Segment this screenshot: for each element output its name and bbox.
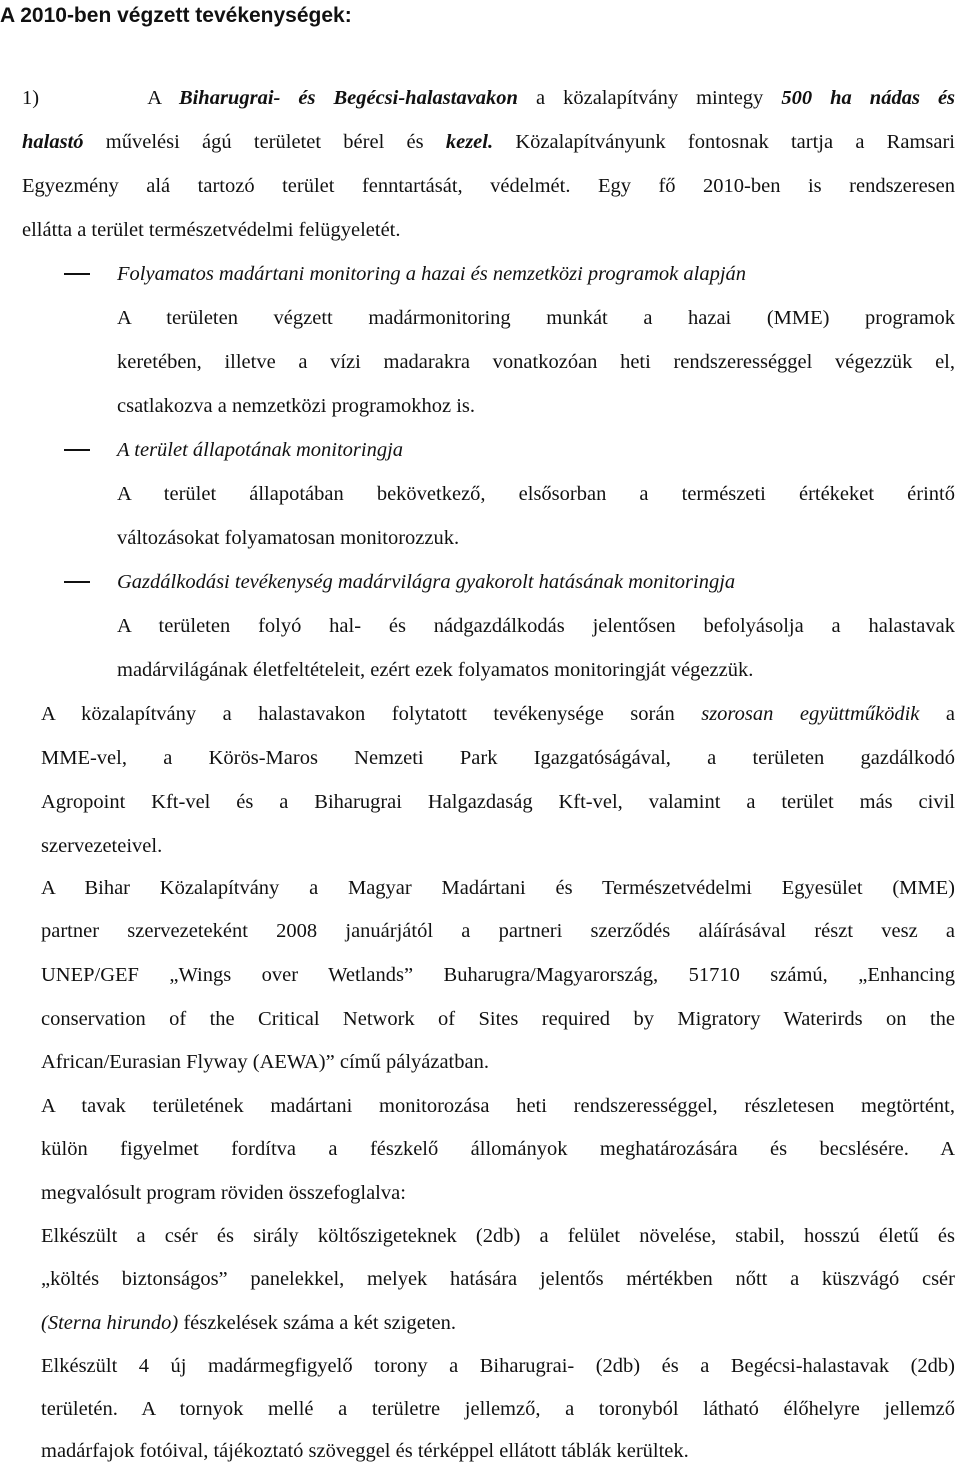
- para2-line1: A Bihar Közalapítvány a Magyar Madártani és Természetvédelmi Egyesület (MME): [41, 877, 955, 899]
- bullet1-line1: A területen végzett madármonitoring munkát a hazai (MME) programok: [117, 307, 955, 329]
- item1-line4: ellátta a terület természetvédelmi felügyeletét.: [22, 219, 401, 241]
- para5-line1: Elkészült 4 új madármegfigyelő torony a Biharugrai- (2db) és a Begécsi-halastavak (2db): [41, 1355, 955, 1377]
- bullet3-line1: A területen folyó hal- és nádgazdálkodás jelentősen befolyásolja a halastavak: [117, 615, 955, 637]
- section-heading: A 2010-ben végzett tevékenységek:: [0, 4, 352, 27]
- para3-line2: külön figyelmet fordítva a fészkelő állományok meghatározására és becslésére. A: [41, 1138, 955, 1160]
- para5-line3: madárfajok fotóival, tájékoztató szöveggel és térképpel ellátott táblák kerültek.: [41, 1440, 689, 1462]
- item1-line2: halastó művelési ágú területet bérel és kezel. Közalapítványunk fontosnak tartja a Ramsari: [22, 131, 955, 153]
- para4-line2: „költés biztonságos” panelekkel, melyek hatására jelentős mértékben nőtt a küszvágó csér: [41, 1268, 955, 1290]
- para1-line4: szervezeteivel.: [41, 835, 163, 857]
- dash-bullet-icon: [64, 273, 90, 275]
- bullet1-line2: keretében, illetve a vízi madarakra vonatkozóan heti rendszerességgel végezzük el,: [117, 351, 955, 373]
- para4-line1: Elkészült a csér és sirály költőszigeteknek (2db) a felület növelése, stabil, hosszú életű és: [41, 1225, 955, 1247]
- para1-line1: A közalapítvány a halastavakon folytatott tevékenysége során szorosan együttműködik a: [41, 703, 956, 725]
- para3-line3: megvalósult program röviden összefoglalva:: [41, 1182, 406, 1204]
- bullet2-title: A terület állapotának monitoringja: [117, 439, 404, 461]
- bullet3-line2: madárvilágának életfeltételeit, ezért ezek folyamatos monitoringját végezzük.: [117, 659, 754, 681]
- para2-line4: conservation of the Critical Network of Sites required by Migratory Waterirds on the: [41, 1008, 955, 1030]
- para2-line3: UNEP/GEF „Wings over Wetlands” Buharugra/Magyarország, 51710 számú, „Enhancing: [41, 964, 955, 986]
- dash-bullet-icon: [64, 581, 90, 583]
- para1-line3: Agropoint Kft-vel és a Biharugrai Halgazdaság Kft-vel, valamint a terület más civil: [41, 791, 955, 813]
- bullet3-title: Gazdálkodási tevékenység madárvilágra gyakorolt hatásának monitoringja: [117, 571, 736, 593]
- dash-bullet-icon: [64, 449, 90, 451]
- para2-line2: partner szervezeteként 2008 januárjától a partneri szerződés aláírásával részt vesz a: [41, 920, 955, 942]
- para1-line2: MME-vel, a Körös-Maros Nemzeti Park Igazgatóságával, a területen gazdálkodó: [41, 747, 955, 769]
- bullet2-line1: A terület állapotában bekövetkező, elsősorban a természeti értékeket érintő: [117, 483, 955, 505]
- bullet1-line3: csatlakozva a nemzetközi programokhoz is.: [117, 395, 476, 417]
- para4-line3: (Sterna hirundo) fészkelések száma a két szigeten.: [41, 1312, 456, 1334]
- bullet1-title: Folyamatos madártani monitoring a hazai és nemzetközi programok alapján: [117, 263, 747, 285]
- item1-line1: 1) A Biharugrai- és Begécsi-halastavakon a közalapítvány mintegy 500 ha nádas és: [22, 87, 956, 109]
- bullet2-line2: változásokat folyamatosan monitorozzuk.: [117, 527, 460, 549]
- para5-line2: területén. A tornyok mellé a területre jellemző, a toronyból látható élőhelyre jellemző: [41, 1398, 955, 1420]
- para2-line5: African/Eurasian Flyway (AEWA)” című pályázatban.: [41, 1051, 489, 1073]
- item1-line3: Egyezmény alá tartozó terület fenntartását, védelmét. Egy fő 2010-ben is rendszeresen: [22, 175, 955, 197]
- para3-line1: A tavak területének madártani monitorozása heti rendszerességgel, részletesen megtörtént,: [41, 1095, 955, 1117]
